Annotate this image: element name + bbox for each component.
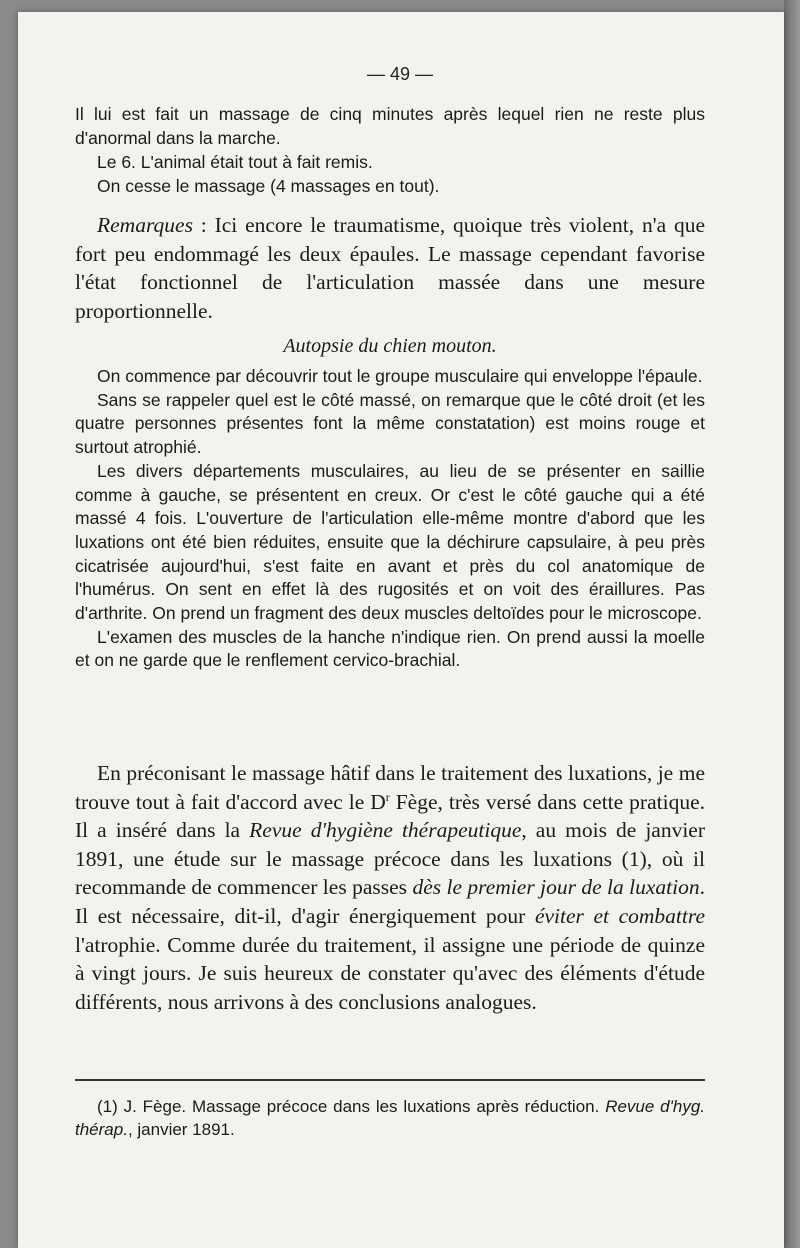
paragraph-departements: Les divers départements musculaires, au lieu de se présenter en saillie comme à gauche, se présentent en creux. Or c'est le côté gauche qui a été massé 4 fois. L'ouverture de l'articulation elle-même montre d'abord que les luxations ont été bien réduites, ensuite que la déchirure capsulaire, à peu près cicatrisée aujourd'hui, s'est faite en avant et près du col anatomique de l'humérus. On sent en effet là des rugosités et on voit des éraillures. Pas d'arthrite. On prend un fragment des deux muscles deltoïdes pour le microscope.: [75, 460, 705, 624]
main-s1: En préconisant le massage hâtif dans le traitement des luxations, je me trouve tout à fait d'accord avec le D: [75, 761, 705, 814]
page-number: — 49 —: [366, 64, 434, 84]
paragraph-preconisant: [75, 759, 705, 1016]
main-s3: , au mois de janvier 1891, une étude sur le massage précoce dans les luxations (1), où il recommande de commencer les passes: [75, 818, 706, 900]
autopsie-heading: Autopsie du chien mouton.: [283, 335, 497, 357]
footnote-date: , janvier 1891.: [127, 1120, 235, 1139]
paragraph-on-cesse: On cesse le massage (4 massages en tout).: [97, 176, 440, 196]
emphasis-phrase: dès le premier jour de la luxation: [412, 875, 700, 900]
top-text: [75, 102, 705, 198]
paragraph-sans-se-rappeler: Sans se rappeler quel est le côté massé, on remarque que le côté droit (et les quatre personnes présentes font la même constatation) est moins rouge et surtout atrophié.: [75, 389, 705, 458]
footnote-marker: (1): [97, 1097, 118, 1116]
scan-edge: [784, 0, 800, 1248]
main-s4: . Il est nécessaire, dit-il, d'agir énergiquement pour: [75, 875, 705, 928]
remarques-text: : Ici encore le traumatisme, quoique très violent, n'a que fort peu endommagé les deux épaules. Le massage cependant favorise l'état fonctionnel de l'articulation massée dans une mesure proportionnelle.: [75, 213, 705, 323]
journal-title: Revue d'hygiène thérapeutique: [249, 818, 522, 843]
paragraph-massage-cinq-minutes: Il lui est fait un massage de cinq minutes après lequel rien ne reste plus d'anormal dans la marche.: [75, 104, 705, 148]
footnote: [75, 1095, 705, 1141]
paragraph-on-commence: On commence par découvrir tout le groupe musculaire qui enveloppe l'épaule.: [97, 366, 703, 386]
main-text: [75, 759, 705, 1016]
footnote-rule: [75, 1079, 705, 1081]
remarques-label: Remarques: [97, 213, 193, 237]
paragraph-remarques: [75, 211, 705, 325]
paragraph-hanche: L'examen des muscles de la hanche n'indique rien. On prend aussi la moelle et on ne garde que le renflement cervico-brachial.: [75, 626, 705, 671]
footnote-journal: Revue d'hyg. thérap.: [75, 1097, 705, 1139]
dr-superscript: r: [385, 789, 390, 804]
remarques-block: [75, 211, 705, 325]
main-s5: l'atrophie. Comme durée du traitement, il assigne une période de quinze à vingt jours. Je suis heureux de constater qu'avec des éléments d'étude différents, nous arrivons à des conclusions analogues.: [75, 932, 705, 1014]
footnote-entry: [75, 1095, 705, 1141]
footnote-text: J. Fège. Massage précoce dans les luxations après réduction.: [117, 1097, 606, 1116]
autopsie-text: [75, 365, 705, 673]
emphasis-goal: éviter et combattre: [534, 903, 705, 928]
main-s2: Fège, très versé dans cette pratique. Il a inséré dans la: [75, 789, 705, 843]
paragraph-le-6: Le 6. L'animal était tout à fait remis.: [97, 152, 373, 172]
